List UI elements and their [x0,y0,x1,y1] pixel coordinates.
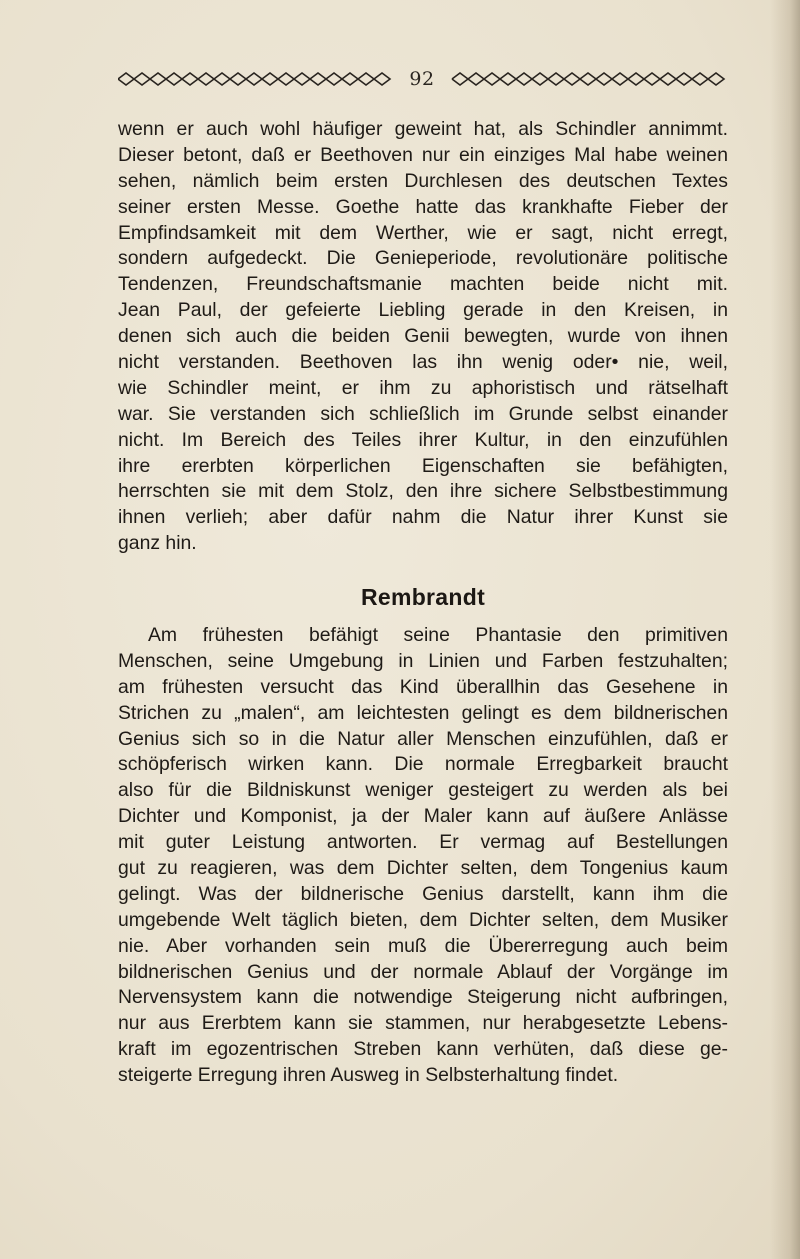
section-heading: Rembrandt [360,584,486,610]
text-line: seiner ersten Messe. Goethe hatte das krankhafte Fieber der [118,195,728,218]
text-line: wie Schindler meint, er ihm zu aphoristisch und rätselhaft [118,376,728,399]
text-line: Nervensystem kann die notwendige Steigerung nicht aufbringen, [118,986,728,1009]
text-line: war. Sie verstanden sich schließlich im Grunde selbst einander [118,402,728,425]
text-line: wenn er auch wohl häufiger geweint hat, als Schindler annimmt. [118,118,728,140]
page-number: 92 [409,68,435,90]
text-line: sondern aufgedeckt. Die Genieperiode, revolutionäre politische [118,247,728,270]
text-line: nicht. Im Bereich des Teiles ihrer Kultur, in den einzufühlen [118,428,728,451]
text-line: Am frühesten befähigt seine Phantasie den primitiven [148,624,728,646]
text-line: Tendenzen, Freundschaftsmanie machten beide nicht mit. [118,273,728,296]
text-line: ganz hin. [118,532,197,555]
text-line: am frühesten versucht das Kind überallhin das Gesehene in [118,675,728,698]
text-line: steigerte Erregung ihren Ausweg in Selbsterhaltung findet. [118,1064,619,1087]
text-line: Dichter und Komponist, ja der Maler kann auf äußere Anlässe [118,805,728,828]
ornament-right [450,69,726,89]
text-line: schöpferisch wirken kann. Die normale Erregbarkeit braucht [118,753,728,776]
text-line: nie. Aber vorhanden sein muß die Übererregung auch beim [118,934,728,957]
text-line: ihnen verlieh; aber dafür nahm die Natur ihrer Kunst sie [118,506,728,529]
diamond-chain-ornament-icon [118,69,394,89]
text-line: mit guter Leistung antworten. Er vermag auf Bestellungen [118,831,728,854]
ornament-left [118,69,394,89]
text-line: Strichen zu „malen“, am leichtesten gelingt es dem bildnerischen [118,701,728,724]
text-line: nur aus Ererbtem kann sie stammen, nur herabgesetzte Lebens- [118,1012,728,1035]
text-line: kraft im egozentrischen Streben kann verhüten, daß diese ge- [118,1038,728,1061]
text-line: denen sich auch die beiden Genii bewegten, wurde von ihnen [118,325,728,348]
text-line: gut zu reagieren, was dem Dichter selten, dem Tongenius kaum [118,857,728,880]
text-line: ihre ererbten körperlichen Eigenschaften sie befähigten, [118,454,728,477]
text-line: herrschten sie mit dem Stolz, den ihre sichere Selbstbestimmung [118,480,728,503]
page-header [118,66,726,92]
text-line: gelingt. Was der bildnerische Genius darstellt, kann ihm die [118,882,728,905]
text-line: umgebende Welt täglich bieten, dem Dichter selten, dem Musiker [118,908,728,931]
diamond-chain-ornament-icon [450,69,726,89]
text-line: Menschen, seine Umgebung in Linien und Farben festzuhalten; [118,649,728,672]
text-line: bildnerischen Genius und der normale Ablauf der Vorgänge im [118,960,728,983]
text-line: sehen, nämlich beim ersten Durchlesen des deutschen Textes [118,169,728,192]
text-line: Empfindsamkeit mit dem Werther, wie er sagt, nicht erregt, [118,221,728,244]
paragraph-continuation [118,117,728,557]
text-line: Genius sich so in die Natur aller Menschen einzufühlen, daß er [118,727,728,750]
paragraph-rembrandt [118,623,728,1089]
text-line: nicht verstanden. Beethoven las ihn wenig oder• nie, weil, [118,351,728,374]
text-line: also für die Bildniskunst weniger gesteigert zu werden als bei [118,779,728,802]
text-line: Jean Paul, der gefeierte Liebling gerade in den Kreisen, in [118,299,728,322]
text-line: Dieser betont, daß er Beethoven nur ein einziges Mal habe weinen [118,143,728,166]
